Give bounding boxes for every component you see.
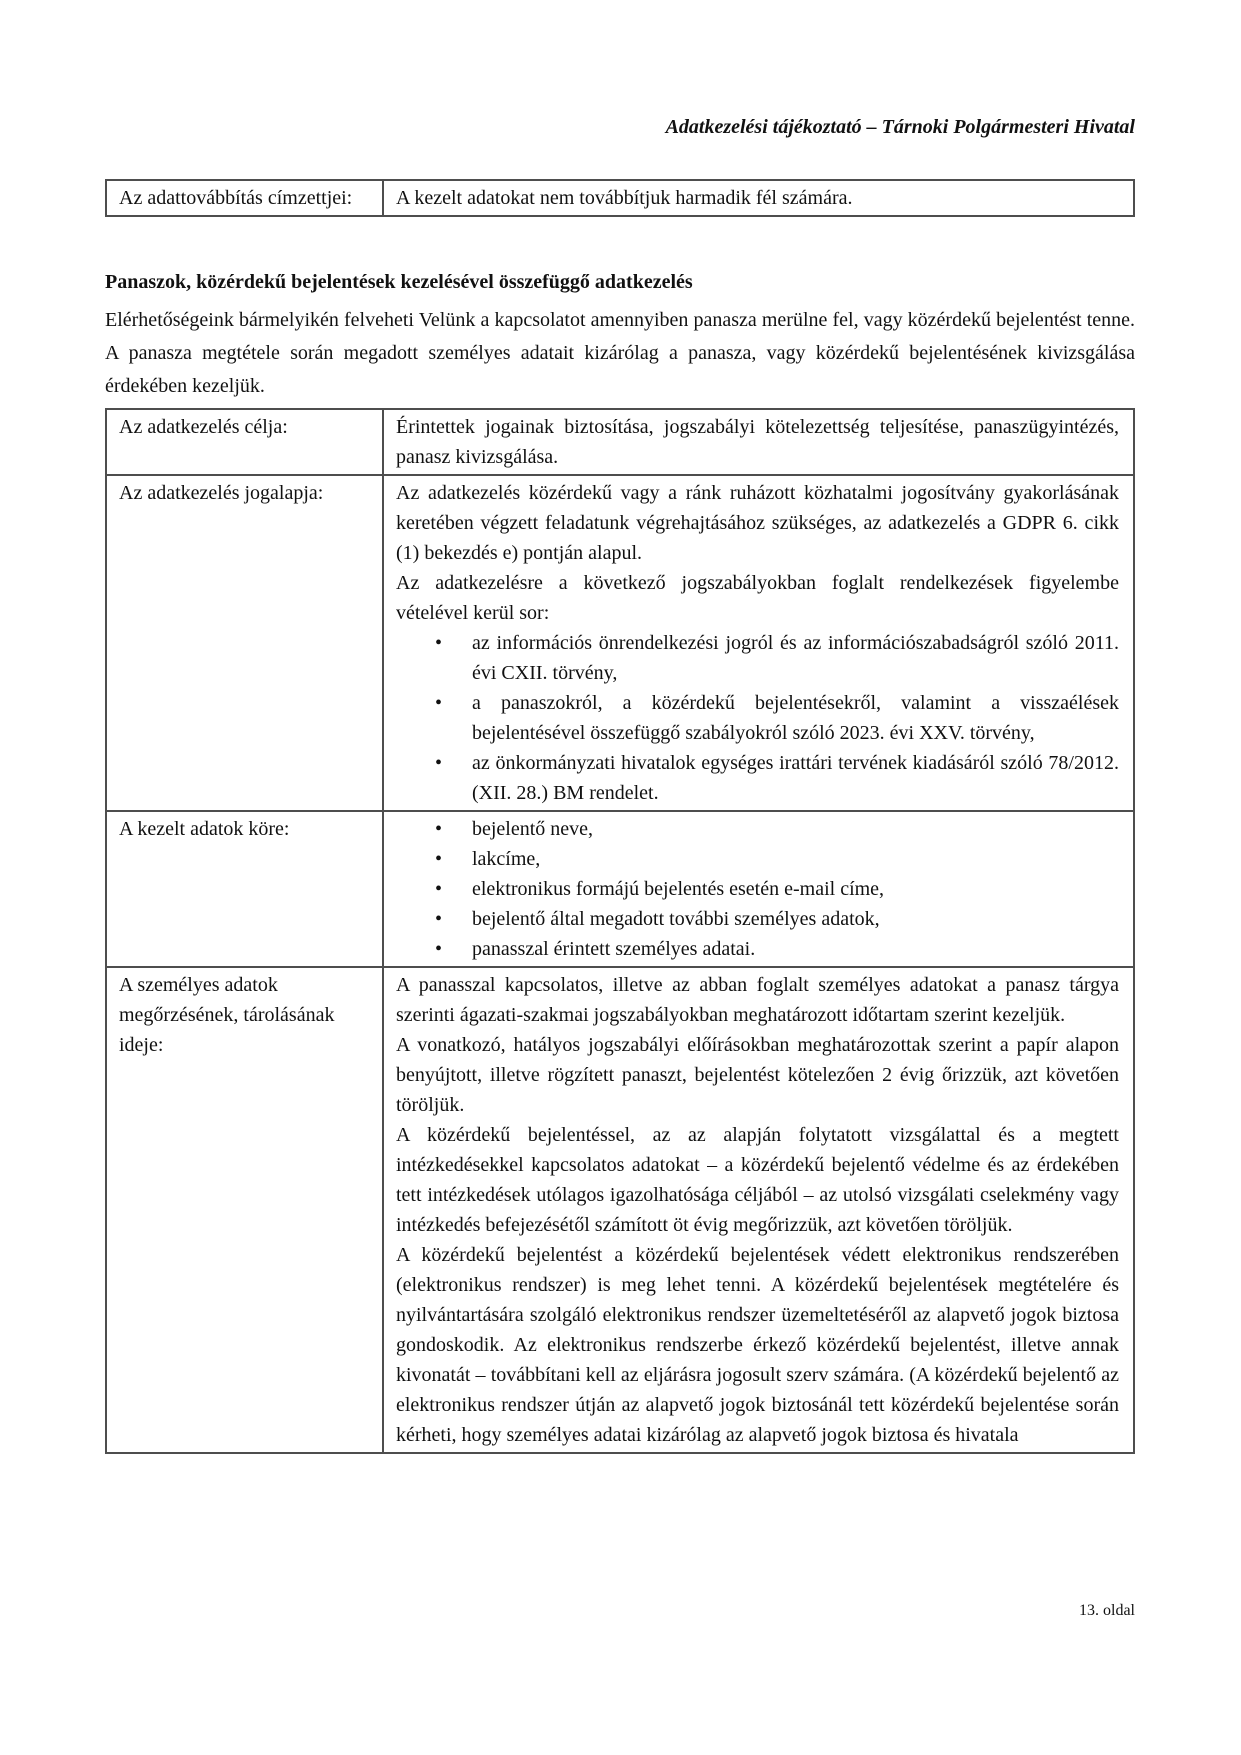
- bullet-item: • az információs önrendelkezési jogról és az információszabadságról szóló 2011. évi CXII. törvény,: [472, 628, 1119, 688]
- main-table-body: [106, 409, 1134, 1453]
- section-intro-paragraph: Elérhetőségeink bármelyikén felveheti Velünk a kapcsolatot amennyiben panasza merülne fel, vagy közérdekű bejelentést tenne. A panasza megtétele során megadott személyes adatait kizárólag a panasza, vagy közérdekű bejelentésének kivizsgálása érdekében kezeljük.: [105, 309, 1135, 397]
- cell-paragraph: A közérdekű bejelentést a közérdekű bejelentések védett elektronikus rendszerében (elektronikus rendszer) is meg lehet tenni. A közérdekű bejelentések megtételére és nyilvántartására szolgáló elektronikus rendszer üzemeltetéséről az alapvető jogok biztosa gondoskodik. Az elektronikus rendszerbe érkező közérdekű bejelentést, illetve annak kivonatát – továbbítani kell az eljárásra jogosult szerv számára. (A közérdekű bejelentő az elektronikus rendszer útján az alapvető jogok biztosánál tett közérdekű bejelentése során kérheti, hogy személyes adatai kizárólag az alapvető jogok biztosa és hivatala: [396, 1244, 1119, 1446]
- bullet-item: • a panaszokról, a közérdekű bejelentésekről, valamint a visszaélések bejelentésével összefüggő szabályokról szóló 2023. évi XXV. törvény,: [472, 688, 1119, 748]
- row-value: [383, 811, 1134, 967]
- complaints-processing-table: [105, 408, 1135, 1454]
- cell-paragraph: Érintettek jogainak biztosítása, jogszabályi kötelezettség teljesítése, panaszügyintézés, panasz kivizsgálása.: [396, 416, 1119, 468]
- bullet-item: • bejelentő által megadott további személyes adatok,: [472, 904, 1119, 934]
- cell-paragraph: Az adatkezelésre a következő jogszabályokban foglalt rendelkezések figyelembe vételével kerül sor:: [396, 572, 1119, 624]
- row-label: Az adatkezelés jogalapja:: [106, 475, 383, 811]
- cell-paragraph: Az adatkezelés közérdekű vagy a ránk ruházott közhatalmi jogosítvány gyakorlásának keretében végzett feladatunk végrehajtásához szükséges, az adatkezelés a GDPR 6. cikk (1) bekezdés e) pontján alapul.: [396, 482, 1119, 564]
- row-value: [383, 475, 1134, 811]
- cell-paragraph: A panasszal kapcsolatos, illetve az abban foglalt személyes adatokat a panasz tárgya szerinti ágazati-szakmai jogszabályokban meghatározott időtartam szerint kezeljük.: [396, 974, 1119, 1026]
- table-row: [106, 409, 1134, 475]
- document-header-title: Adatkezelési tájékoztató – Tárnoki Polgármesteri Hivatal: [665, 116, 1135, 138]
- table-row: [106, 967, 1134, 1453]
- bullet-item: • az önkormányzati hivatalok egységes irattári tervének kiadásáról szóló 78/2012. (XII. 28.) BM rendelet.: [472, 748, 1119, 808]
- row-value: [383, 409, 1134, 475]
- row-label: A kezelt adatok köre:: [106, 811, 383, 967]
- data-transfer-table: [105, 179, 1135, 217]
- row-label-data-transfer-recipients: Az adattovábbítás címzettjei:: [106, 180, 383, 216]
- bullet-list: [396, 628, 1119, 808]
- cell-paragraph: A közérdekű bejelentéssel, az az alapján folytatott vizsgálattal és a megtett intézkedésekkel kapcsolatos adatokat – a közérdekű bejelentő védelme és az érdekében tett intézkedések utólagos igazolhatósága céljából – az utolsó vizsgálati cselekmény vagy intézkedés befejezésétől számított öt évig megőrizzük, azt követően töröljük.: [396, 1124, 1119, 1236]
- bullet-item: • lakcíme,: [472, 844, 1119, 874]
- table-row: [106, 811, 1134, 967]
- table-row: [106, 475, 1134, 811]
- bullet-item: • elektronikus formájú bejelentés esetén e-mail címe,: [472, 874, 1119, 904]
- section-heading: Panaszok, közérdekű bejelentések kezelésével összefüggő adatkezelés: [105, 271, 693, 293]
- row-label: A személyes adatok megőrzésének, tárolásának ideje:: [106, 967, 383, 1453]
- row-label: Az adatkezelés célja:: [106, 409, 383, 475]
- bullet-item: • panasszal érintett személyes adatai.: [472, 934, 1119, 964]
- row-value-data-transfer-recipients: A kezelt adatokat nem továbbítjuk harmadik fél számára.: [383, 180, 1134, 216]
- table-row: [106, 180, 1134, 216]
- cell-paragraph: A vonatkozó, hatályos jogszabályi előírásokban meghatározottak szerint a papír alapon benyújtott, illetve rögzített panaszt, bejelentést kötelezően 2 évig őrizzük, azt követően töröljük.: [396, 1034, 1119, 1116]
- row-value: [383, 967, 1134, 1453]
- bullet-item: • bejelentő neve,: [472, 814, 1119, 844]
- page-number: 13. oldal: [1079, 1602, 1135, 1619]
- bullet-list: [396, 814, 1119, 964]
